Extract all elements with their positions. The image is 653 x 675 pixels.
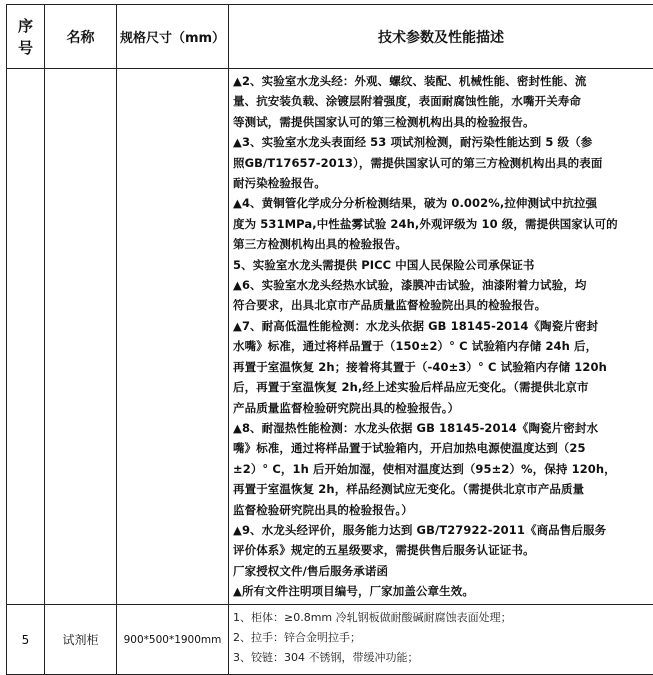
requirement-line: ▲3、实验室水龙头表面经 53 项试剂检测，耐污染性能达到 5 级（参 <box>233 135 593 150</box>
header-spec: 规格尺寸（mm） <box>117 5 229 69</box>
header-index-text: 序号 <box>17 16 33 57</box>
requirement-line: ▲7、耐高低温性能检测：水龙头依据 GB 18145-2014《陶瓷片密封 <box>233 318 599 333</box>
item-spec: 900*500*1900mm <box>117 605 229 675</box>
requirement-line: 耐污染检验报告。 <box>233 176 326 191</box>
requirement-line: ▲8、耐湿热性能检测：水龙头依据 GB 18145-2014《陶瓷片密封水 <box>233 420 599 435</box>
item-spec-line: 1、柜体：≥0.8mm 冷轧钢板做耐酸碱耐腐蚀表面处理； <box>233 611 512 624</box>
requirement-line: ▲6、实验室水龙头经热水试验，漆膜冲击试验，油漆附着力试验，均 <box>233 278 587 293</box>
requirement-line: 照GB/T17657-2013），需提供国家认可的第三方检测机构出具的表面 <box>233 155 603 170</box>
requirement-line: 厂家授权文件/售后服务承诺函 <box>233 563 389 578</box>
item-index: 5 <box>7 605 45 675</box>
main-index-cell <box>7 69 45 605</box>
item-spec-list <box>233 608 649 668</box>
requirement-line: ▲所有文件注明项目编号，厂家加盖公章生效。 <box>233 584 474 599</box>
requirement-line: 再置于室温恢复 2h，样品经测试应无变化。（需提供北京市产品质量 <box>233 482 585 497</box>
header-name: 名称 <box>45 5 117 69</box>
requirement-line: 第三方检测机构出具的检验报告。 <box>233 237 407 252</box>
item-desc-cell <box>229 605 653 675</box>
requirements-list <box>233 71 649 602</box>
requirement-line: 后，再置于室温恢复 2h,经上述实验后样品应无变化。（需提供北京市 <box>233 380 589 395</box>
spec-table <box>6 4 653 675</box>
requirement-line: 符合要求，出具北京市产品质量监督检验院出具的检验报告。 <box>233 298 547 313</box>
requirement-line: 5、实验室水龙头需提供 PICC 中国人民保险公司承保证书 <box>233 257 535 272</box>
item-spec-line: 2、拉手：锌合金明拉手； <box>233 631 361 644</box>
header-index <box>7 5 45 69</box>
requirement-line: 产品质量监督检验研究院出具的检验报告。） <box>233 400 460 415</box>
requirement-line: 监督检验研究院出具的检验报告。） <box>233 502 413 517</box>
main-spec-cell <box>117 69 229 605</box>
requirement-line: 水嘴》标准，通过将样品置于（150±2）° C 试验箱内存储 24h 后， <box>233 339 598 354</box>
table-row <box>7 69 653 605</box>
item-spec-line: 3、铰链：304 不锈钢，带缓冲功能； <box>233 651 419 664</box>
requirement-line: ▲9、水龙头经评价，服务能力达到 GB/T27922-2011《商品售后服务 <box>233 522 607 537</box>
table-header-row <box>7 5 653 69</box>
requirement-line: 量、抗安装负载、涂镀层附着强度，表面耐腐蚀性能，水嘴开关寿命 <box>233 94 581 109</box>
requirement-line: 嘴》标准，通过将样品置于试验箱内，开启加热电源使温度达到（25 <box>233 441 586 456</box>
requirement-line: 等测试，需提供国家认可的第三检测机构出具的检验报告。 <box>233 114 535 129</box>
requirement-line: 度为 531MPa,中性盐雾试验 24h,外观评级为 10 级，需提供国家认可的 <box>233 216 618 231</box>
requirement-line: ▲2、实验室水龙头经：外观、螺纹、装配、机械性能、密封性能、流 <box>233 74 587 88</box>
header-desc: 技术参数及性能描述 <box>229 5 653 69</box>
requirement-line: ±2）° C，1h 后开始加湿，使相对温度达到（95±2）%，保持 120h， <box>233 461 616 476</box>
main-name-cell <box>45 69 117 605</box>
table-row <box>7 605 653 675</box>
main-desc-cell <box>229 69 653 605</box>
requirement-line: 评价体系》规定的五星级要求，需提供售后服务认证证书。 <box>233 543 535 558</box>
requirement-line: ▲4、黄铜管化学成分分析检测结果，破为 0.002%,拉伸测试中抗拉强 <box>233 196 598 211</box>
requirement-line: 再置于室温恢复 2h；接着将其置于（-40±3）° C 试验箱内存储 120h <box>233 359 607 374</box>
item-name: 试剂柜 <box>45 605 117 675</box>
